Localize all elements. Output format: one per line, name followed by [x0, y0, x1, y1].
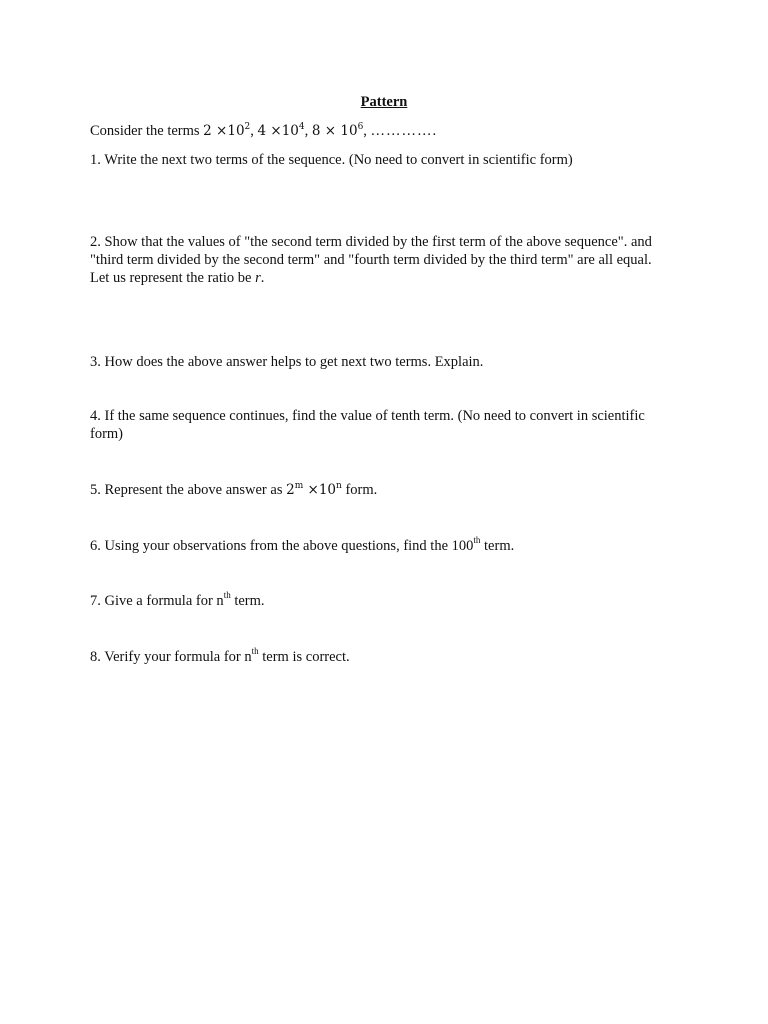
question-2-line-1: 2. Show that the values of "the second term divided by the first term of the above sequence". and [90, 234, 652, 250]
question-1: 1. Write the next two terms of the sequence. (No need to convert in scientific form) [90, 152, 573, 168]
ellipsis: …………. [370, 123, 438, 139]
page-title: Pattern [360, 94, 408, 110]
ratio-variable: r [255, 270, 261, 286]
ordinal-suffix: th [251, 646, 259, 657]
question-3: 3. How does the above answer helps to get next two terms. Explain. [90, 354, 484, 370]
term-1: $2 \times 10^2$ [203, 121, 251, 139]
question-4 [90, 407, 690, 443]
question-4-line-2: form) [90, 426, 124, 442]
question-7: 7. Give a formula for $n^{th}$ term. [90, 590, 265, 609]
question-2-line-2: "third term divided by the second term" and "fourth term divided by the third term" are all equal. [90, 252, 652, 268]
question-2 [90, 233, 690, 287]
term-2: $4 \times 10^4$ [257, 121, 305, 139]
question-8: 8. Verify your formula for $n^{th}$ term is correct. [90, 646, 350, 665]
power-form: $2^m \times 10^n$ [286, 480, 342, 498]
question-5: 5. Represent the above answer as $2^m \times 10^n$ form. [90, 480, 378, 498]
separator: , [304, 123, 312, 139]
term-3: $8 \times 10^6$ [311, 121, 364, 139]
question-6: 6. Using your observations from the above questions, find the 100th term. [90, 535, 515, 554]
question-2-line-3: Let us represent the ratio be r. [90, 270, 265, 286]
intro-lead: Consider the terms [90, 123, 204, 139]
intro-line [90, 122, 690, 140]
separator: , [250, 123, 258, 139]
ordinal-suffix: th [473, 535, 481, 546]
ordinal-suffix: th [223, 590, 231, 601]
separator: , [363, 123, 371, 139]
question-4-line-1: 4. If the same sequence continues, find the value of tenth term. (No need to convert in scientific [90, 408, 645, 424]
